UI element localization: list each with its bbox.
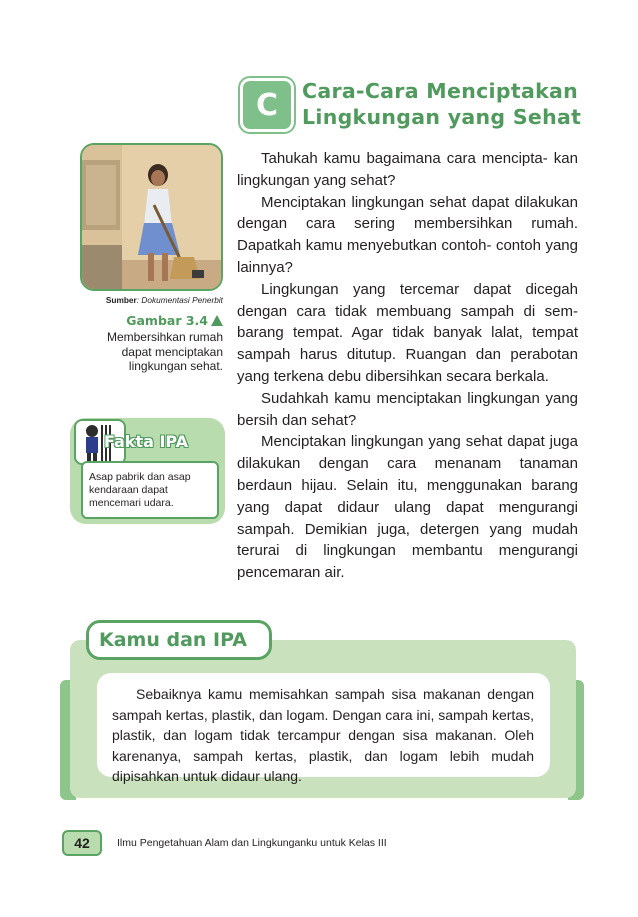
kamu-text-box [97,673,550,784]
kamu-title: Kamu dan IPA [86,620,272,660]
figure-label: Gambar 3.4 [90,313,223,328]
section-title-line-2: Lingkungan yang Sehat [302,105,582,129]
triangle-up-icon [211,315,223,326]
section-letter-badge: C [240,78,294,132]
fakta-text: Asap pabrik dan asap kendaraan dapat mencemari udara. [81,461,219,519]
figure-source: Sumber: Dokumentasi Penerbit [105,295,223,305]
paragraph: Lingkungan yang tercemar dapat dicegah dengan cara tidak membuang sampah di sem- barang tempat. Agar tidak banyak lalat, tempat sampah harus ditutup. Ruangan dan perabotan yang terkena debu dibersihkan secara berkala. [237,280,578,385]
fakta-title: Fakta IPA [104,432,189,451]
paragraph: Tahukah kamu bagaimana cara mencipta- kan lingkungan yang sehat? [237,150,578,189]
figure-photo [80,143,223,291]
main-text [237,148,578,584]
section-title-line-1: Cara-Cara Menciptakan [302,79,579,103]
girl-sweeping-illustration [82,145,223,291]
page-number: 42 [62,830,102,856]
paragraph: Sudahkah kamu menciptakan lingkungan yang bersih dan sehat? [237,389,578,429]
footer-book-title: Ilmu Pengetahuan Alam dan Lingkunganku untuk Kelas III [117,837,387,849]
paragraph: Menciptakan lingkungan sehat dapat dilakukan dengan cara sering membersihkan rumah. Dapatkah kamu menyebutkan contoh- contoh yang lainnya? [237,193,578,276]
paragraph: Menciptakan lingkungan yang sehat dapat juga dilakukan dengan cara menanam tanaman berdaun hijau. Selain itu, menggunakan barang yang dapat didaur ulang dapat mengurangi sampah. Demikian juga, detergen yang mudah terurai di lingkungan membantu mengurangi pencemaran air. [237,433,578,582]
figure-caption: Membersihkan rumah dapat menciptakan lingkungan sehat. [106,330,223,373]
kamu-text: Sebaiknya kamu memisahkan sampah sisa makanan dengan sampah kertas, plastik, dan logam. Dengan cara ini, sampah kertas, plastik, dan logam tidak tercampur dengan sisa makanan. Oleh karenanya, sampah kertas, plastik, dan logam lebih mudah dipisahkan untuk didaur ulang. [112,686,534,784]
section-title [302,78,602,130]
